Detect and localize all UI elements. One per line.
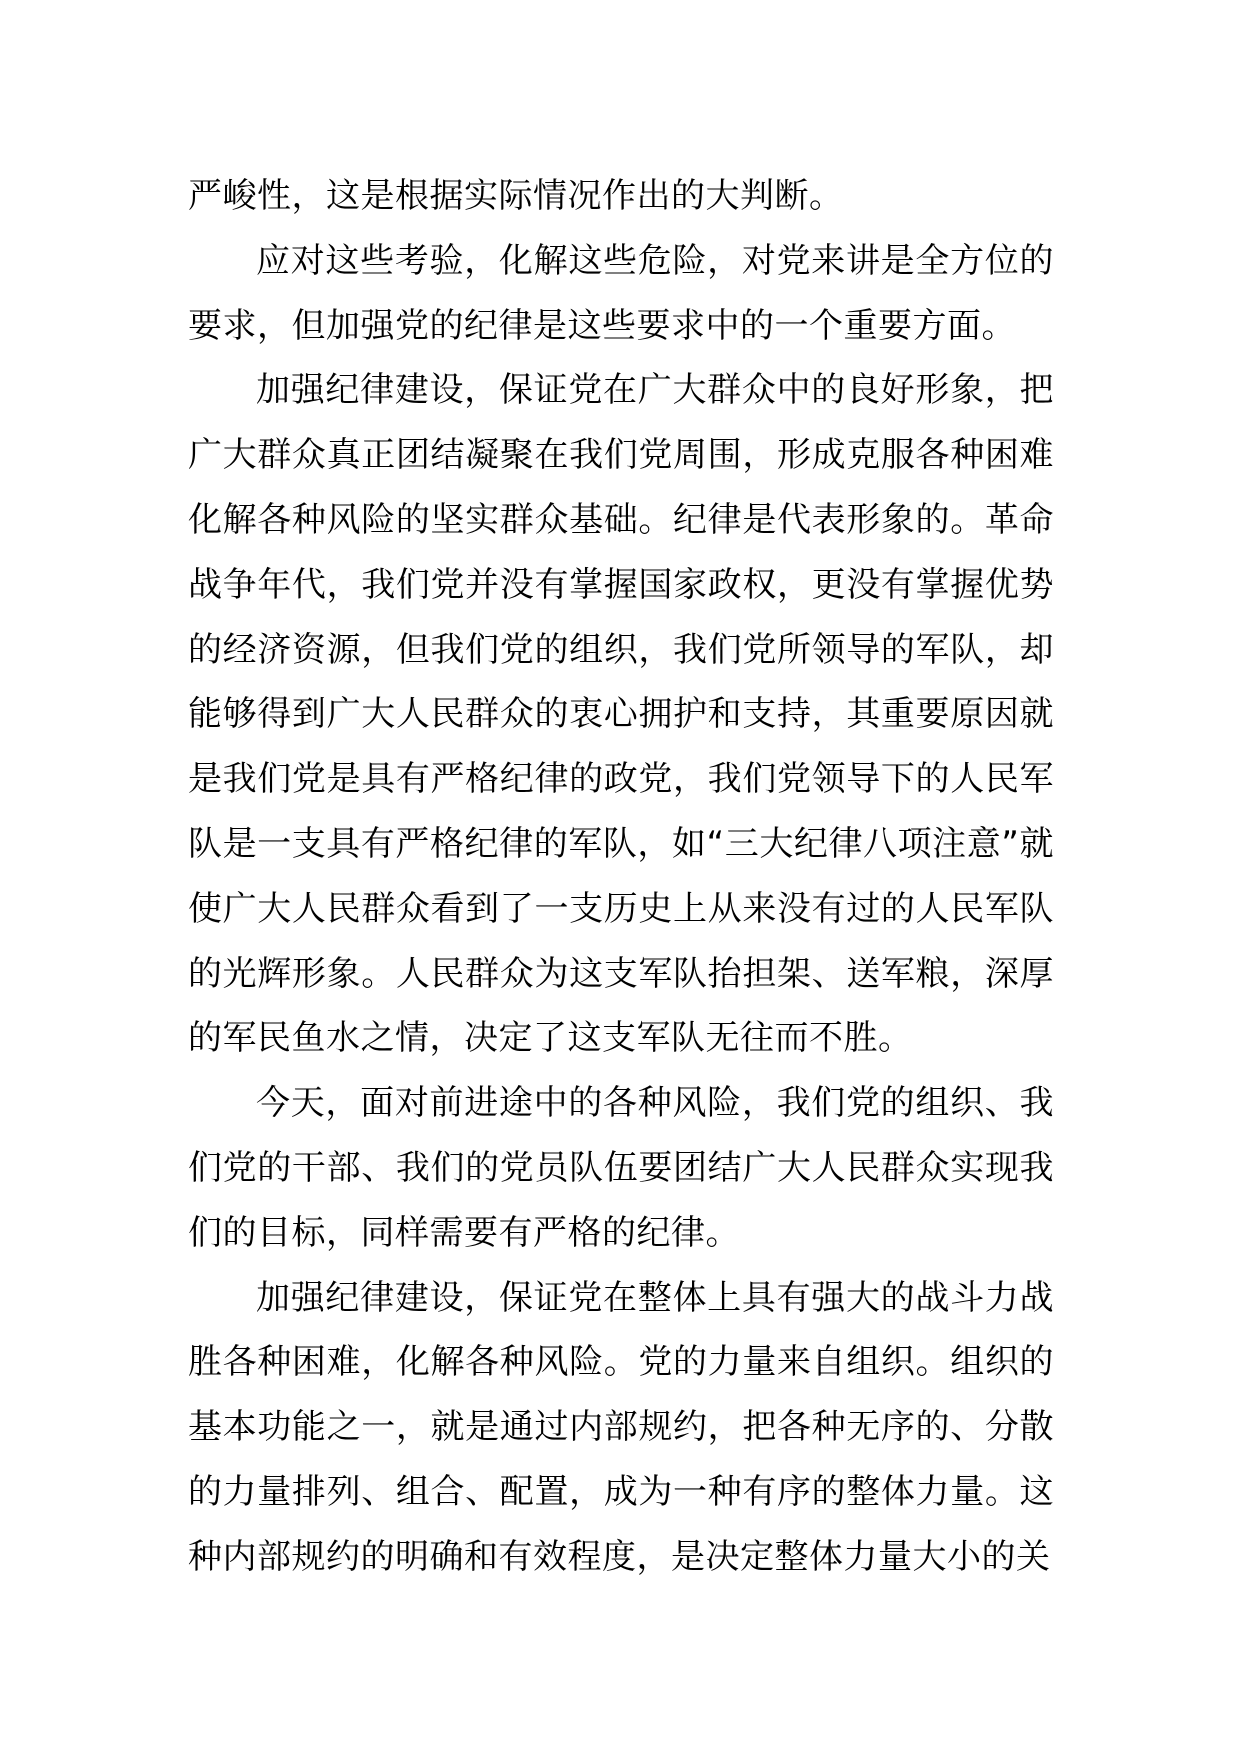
document-body: [188, 164, 1054, 1590]
paragraph-discipline-image: 加强纪律建设，保证党在广大群众中的良好形象，把广大群众真正团结凝聚在我们党周围，形成克服各种困难化解各种风险的坚实群众基础。纪律是代表形象的。革命战争年代，我们党并没有掌握国家政权，更没有掌握优势的经济资源，但我们党的组织，我们党所领导的军队，却能够得到广大人民群众的衷心拥护和支持，其重要原因就是我们党是具有严格纪律的政党，我们党领导下的人民军队是一支具有严格纪律的军队，如“三大纪律八项注意”就使广大人民群众看到了一支历史上从来没有过的人民军队的光辉形象。人民群众为这支军队抬担架、送军粮，深厚的军民鱼水之情，决定了这支军队无往而不胜。: [188, 370, 1054, 1059]
paragraph-respond-to-tests: 应对这些考验，化解这些危险，对党来讲是全方位的要求，但加强党的纪律是这些要求中的一个重要方面。: [188, 240, 1054, 346]
paragraph-continuation: 严峻性，这是根据实际情况作出的大判断。: [188, 176, 844, 216]
paragraph-combat-strength: 加强纪律建设，保证党在整体上具有强大的战斗力战胜各种困难，化解各种风险。党的力量来自组织。组织的基本功能之一，就是通过内部规约，把各种无序的、分散的力量排列、组合、配置，成为一种有序的整体力量。这种内部规约的明确和有效程度，是决定整体力量大小的关: [188, 1277, 1054, 1577]
paragraph-today: 今天，面对前进途中的各种风险，我们党的组织、我们党的干部、我们的党员队伍要团结广大人民群众实现我们的目标，同样需要有严格的纪律。: [188, 1083, 1054, 1253]
